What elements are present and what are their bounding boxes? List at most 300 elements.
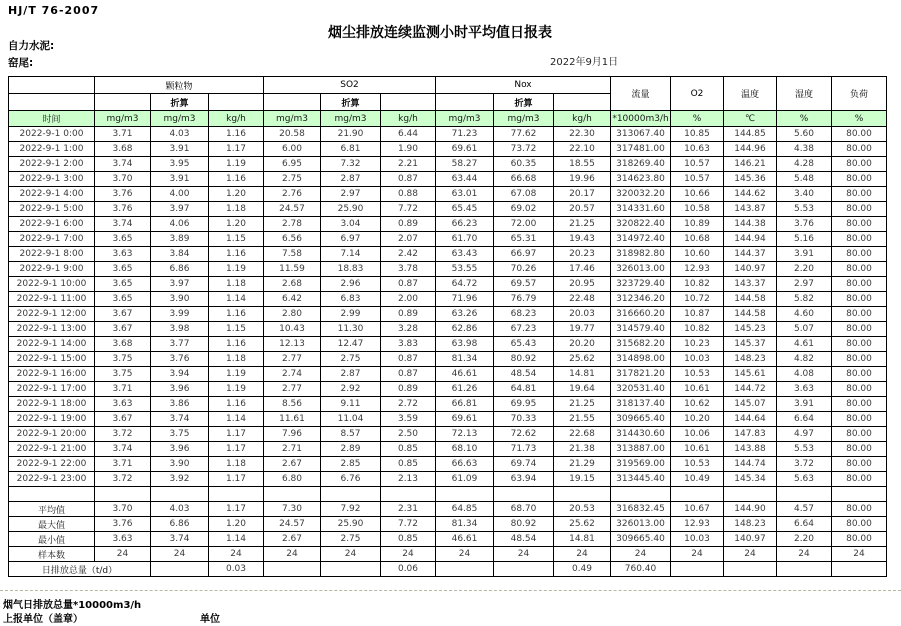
value-cell: 61.26	[436, 382, 494, 397]
time-cell: 2022-9-1 15:00	[9, 352, 95, 367]
value-cell: 21.25	[554, 217, 611, 232]
value-cell: 8.57	[321, 427, 381, 442]
value-cell: 143.87	[724, 202, 777, 217]
value-cell: 3.89	[151, 232, 209, 247]
value-cell: 71.23	[436, 127, 494, 142]
value-cell: 1.14	[209, 412, 264, 427]
time-cell: 2022-9-1 9:00	[9, 262, 95, 277]
value-cell: 11.59	[264, 262, 321, 277]
value-cell: 80.00	[832, 142, 887, 157]
blank-cell	[436, 487, 494, 502]
value-cell: 80.00	[832, 397, 887, 412]
value-cell: 80.00	[832, 322, 887, 337]
value-cell: 72.00	[494, 217, 554, 232]
value-cell: 80.00	[832, 247, 887, 262]
blank-cell	[554, 487, 611, 502]
value-cell: 3.96	[151, 442, 209, 457]
unit-header: mg/m3	[321, 111, 381, 127]
value-cell: 7.72	[381, 202, 436, 217]
value-cell: 3.74	[151, 412, 209, 427]
value-cell: 3.63	[95, 397, 151, 412]
table-row	[9, 277, 887, 292]
value-cell: 63.98	[436, 337, 494, 352]
value-cell: 12.93	[671, 262, 724, 277]
value-cell: 80.00	[832, 292, 887, 307]
value-cell: 3.96	[151, 382, 209, 397]
value-cell: 320032.20	[611, 187, 671, 202]
daily-total-cell	[671, 562, 724, 577]
value-cell: 2.99	[321, 307, 381, 322]
value-cell: 22.30	[554, 127, 611, 142]
value-cell: 66.81	[436, 397, 494, 412]
table-row	[9, 157, 887, 172]
value-cell: 3.59	[381, 412, 436, 427]
value-cell: 3.75	[151, 427, 209, 442]
value-cell: 2.42	[381, 247, 436, 262]
value-cell: 145.34	[724, 472, 777, 487]
value-cell: 3.99	[151, 307, 209, 322]
summary-value-cell: 24	[209, 547, 264, 562]
summary-value-cell: 24	[611, 547, 671, 562]
daily-total-cell: 760.40	[611, 562, 671, 577]
summary-value-cell: 20.53	[554, 502, 611, 517]
value-cell: 3.68	[95, 337, 151, 352]
time-cell: 2022-9-1 3:00	[9, 172, 95, 187]
summary-value-cell: 24	[95, 547, 151, 562]
summary-value-cell: 3.74	[151, 532, 209, 547]
value-cell: 0.89	[381, 217, 436, 232]
value-cell: 22.48	[554, 292, 611, 307]
value-cell: 64.72	[436, 277, 494, 292]
summary-value-cell: 24	[671, 547, 724, 562]
daily-total-cell	[494, 562, 554, 577]
daily-total-cell: 0.06	[381, 562, 436, 577]
value-cell: 10.53	[671, 457, 724, 472]
table-row	[9, 397, 887, 412]
value-cell: 10.60	[671, 247, 724, 262]
value-cell: 4.28	[777, 157, 832, 172]
table-row	[9, 367, 887, 382]
daily-total-cell	[151, 562, 209, 577]
value-cell: 80.00	[832, 427, 887, 442]
time-cell: 2022-9-1 6:00	[9, 217, 95, 232]
value-cell: 143.88	[724, 442, 777, 457]
summary-value-cell: 1.20	[209, 517, 264, 532]
summary-value-cell: 46.61	[436, 532, 494, 547]
value-cell: 63.26	[436, 307, 494, 322]
value-cell: 18.55	[554, 157, 611, 172]
value-cell: 80.00	[832, 217, 887, 232]
value-cell: 20.58	[264, 127, 321, 142]
summary-value-cell: 7.92	[321, 502, 381, 517]
summary-value-cell: 80.00	[832, 517, 887, 532]
value-cell: 4.08	[777, 367, 832, 382]
value-cell: 10.57	[671, 172, 724, 187]
value-cell: 10.23	[671, 337, 724, 352]
value-cell: 313067.40	[611, 127, 671, 142]
value-cell: 320531.40	[611, 382, 671, 397]
value-cell: 3.68	[95, 142, 151, 157]
value-cell: 9.11	[321, 397, 381, 412]
value-cell: 4.03	[151, 127, 209, 142]
summary-value-cell: 25.62	[554, 517, 611, 532]
summary-value-cell: 68.70	[494, 502, 554, 517]
value-cell: 66.97	[494, 247, 554, 262]
value-cell: 19.15	[554, 472, 611, 487]
time-cell: 2022-9-1 16:00	[9, 367, 95, 382]
time-cell: 2022-9-1 21:00	[9, 442, 95, 457]
value-cell: 80.00	[832, 352, 887, 367]
summary-value-cell: 1.14	[209, 532, 264, 547]
row-label: 样本数	[9, 547, 95, 562]
time-cell: 2022-9-1 2:00	[9, 157, 95, 172]
value-cell: 1.16	[209, 127, 264, 142]
value-cell: 2.80	[264, 307, 321, 322]
value-cell: 144.74	[724, 457, 777, 472]
value-cell: 68.10	[436, 442, 494, 457]
value-cell: 314623.80	[611, 172, 671, 187]
value-cell: 2.87	[321, 367, 381, 382]
value-cell: 148.23	[724, 352, 777, 367]
daily-total-label: 日排放总量（t/d）	[9, 562, 151, 577]
value-cell: 69.95	[494, 397, 554, 412]
table-row	[9, 502, 887, 517]
value-cell: 65.43	[494, 337, 554, 352]
value-cell: 2.13	[381, 472, 436, 487]
group-header-pm: 颗粒物	[95, 77, 264, 94]
value-cell: 65.31	[494, 232, 554, 247]
blank-cell	[554, 94, 611, 111]
value-cell: 144.94	[724, 232, 777, 247]
daily-total-cell	[436, 562, 494, 577]
value-cell: 80.00	[832, 202, 887, 217]
value-cell: 3.98	[151, 322, 209, 337]
value-cell: 5.60	[777, 127, 832, 142]
time-cell: 2022-9-1 11:00	[9, 292, 95, 307]
value-cell: 309665.40	[611, 412, 671, 427]
time-cell: 2022-9-1 22:00	[9, 457, 95, 472]
group-header-flow: 流量	[611, 77, 671, 111]
time-cell: 2022-9-1 5:00	[9, 202, 95, 217]
blank-cell	[9, 94, 95, 111]
value-cell: 1.19	[209, 157, 264, 172]
value-cell: 80.00	[832, 472, 887, 487]
value-cell: 20.17	[554, 187, 611, 202]
summary-value-cell: 7.72	[381, 517, 436, 532]
value-cell: 317481.00	[611, 142, 671, 157]
value-cell: 144.85	[724, 127, 777, 142]
summary-value-cell: 12.93	[671, 517, 724, 532]
value-cell: 69.02	[494, 202, 554, 217]
row-label: 平均值	[9, 502, 95, 517]
report-date: 2022年9月1日	[550, 57, 619, 68]
summary-value-cell: 140.97	[724, 532, 777, 547]
value-cell: 314579.40	[611, 322, 671, 337]
value-cell: 66.23	[436, 217, 494, 232]
value-cell: 145.36	[724, 172, 777, 187]
value-cell: 326013.00	[611, 262, 671, 277]
blank-cell	[9, 487, 95, 502]
summary-value-cell: 10.67	[671, 502, 724, 517]
value-cell: 3.67	[95, 322, 151, 337]
converted-label-nox: 折算	[494, 94, 554, 111]
value-cell: 3.67	[95, 307, 151, 322]
value-cell: 323729.40	[611, 277, 671, 292]
value-cell: 314430.60	[611, 427, 671, 442]
value-cell: 10.82	[671, 322, 724, 337]
value-cell: 11.04	[321, 412, 381, 427]
value-cell: 80.00	[832, 457, 887, 472]
value-cell: 4.06	[151, 217, 209, 232]
unit-header: mg/m3	[436, 111, 494, 127]
value-cell: 3.83	[381, 337, 436, 352]
value-cell: 8.56	[264, 397, 321, 412]
value-cell: 1.19	[209, 262, 264, 277]
value-cell: 61.09	[436, 472, 494, 487]
summary-value-cell: 24	[554, 547, 611, 562]
value-cell: 80.00	[832, 382, 887, 397]
value-cell: 62.86	[436, 322, 494, 337]
blank-cell	[671, 487, 724, 502]
reporting-unit-label: 上报单位（盖章）	[3, 614, 83, 625]
value-cell: 147.83	[724, 427, 777, 442]
value-cell: 80.92	[494, 352, 554, 367]
summary-value-cell: 24	[494, 547, 554, 562]
value-cell: 1.20	[209, 217, 264, 232]
value-cell: 2.74	[264, 367, 321, 382]
blank-cell	[494, 487, 554, 502]
unit-header: mg/m3	[151, 111, 209, 127]
value-cell: 64.81	[494, 382, 554, 397]
summary-value-cell: 24.57	[264, 517, 321, 532]
table-row	[9, 232, 887, 247]
table-row	[9, 217, 887, 232]
value-cell: 0.87	[381, 352, 436, 367]
value-cell: 66.68	[494, 172, 554, 187]
value-cell: 20.03	[554, 307, 611, 322]
table-row	[9, 487, 887, 502]
value-cell: 3.65	[95, 292, 151, 307]
value-cell: 20.95	[554, 277, 611, 292]
summary-value-cell: 3.63	[95, 532, 151, 547]
corner-cell	[9, 77, 95, 94]
value-cell: 3.92	[151, 472, 209, 487]
value-cell: 1.17	[209, 442, 264, 457]
summary-value-cell: 148.23	[724, 517, 777, 532]
value-cell: 58.27	[436, 157, 494, 172]
blank-cell	[724, 487, 777, 502]
table-row	[9, 352, 887, 367]
time-cell: 2022-9-1 10:00	[9, 277, 95, 292]
value-cell: 2.92	[321, 382, 381, 397]
time-cell: 2022-9-1 12:00	[9, 307, 95, 322]
value-cell: 1.16	[209, 337, 264, 352]
value-cell: 3.95	[151, 157, 209, 172]
value-cell: 80.00	[832, 337, 887, 352]
value-cell: 4.61	[777, 337, 832, 352]
value-cell: 10.72	[671, 292, 724, 307]
value-cell: 3.71	[95, 127, 151, 142]
standard-code: HJ/T 76-2007	[8, 4, 100, 17]
table-row	[9, 427, 887, 442]
value-cell: 2.77	[264, 382, 321, 397]
value-cell: 1.18	[209, 277, 264, 292]
value-cell: 10.62	[671, 397, 724, 412]
value-cell: 3.76	[151, 352, 209, 367]
value-cell: 143.37	[724, 277, 777, 292]
value-cell: 316660.20	[611, 307, 671, 322]
value-cell: 5.48	[777, 172, 832, 187]
value-cell: 69.57	[494, 277, 554, 292]
unit-header: mg/m3	[95, 111, 151, 127]
value-cell: 67.08	[494, 187, 554, 202]
unit-header: kg/h	[554, 111, 611, 127]
value-cell: 63.43	[436, 247, 494, 262]
value-cell: 4.97	[777, 427, 832, 442]
blank-cell	[436, 94, 494, 111]
value-cell: 3.72	[95, 472, 151, 487]
value-cell: 20.57	[554, 202, 611, 217]
summary-value-cell: 3.70	[95, 502, 151, 517]
value-cell: 61.70	[436, 232, 494, 247]
value-cell: 71.73	[494, 442, 554, 457]
summary-value-cell: 24	[264, 547, 321, 562]
value-cell: 69.61	[436, 412, 494, 427]
table-row	[9, 142, 887, 157]
value-cell: 3.65	[95, 277, 151, 292]
table-row	[9, 532, 887, 547]
value-cell: 3.74	[95, 217, 151, 232]
value-cell: 1.16	[209, 172, 264, 187]
value-cell: 46.61	[436, 367, 494, 382]
group-header-o2: O2	[671, 77, 724, 111]
value-cell: 3.28	[381, 322, 436, 337]
summary-value-cell: 80.00	[832, 532, 887, 547]
unit-header: ℃	[724, 111, 777, 127]
value-cell: 2.00	[381, 292, 436, 307]
summary-value-cell: 3.76	[95, 517, 151, 532]
time-cell: 2022-9-1 0:00	[9, 127, 95, 142]
value-cell: 3.94	[151, 367, 209, 382]
daily-total-cell	[777, 562, 832, 577]
table-row	[9, 562, 887, 577]
value-cell: 80.00	[832, 187, 887, 202]
blank-cell	[209, 487, 264, 502]
value-cell: 0.89	[381, 382, 436, 397]
value-cell: 12.47	[321, 337, 381, 352]
group-header-temp: 温度	[724, 77, 777, 111]
value-cell: 3.84	[151, 247, 209, 262]
value-cell: 320822.40	[611, 217, 671, 232]
table-row	[9, 202, 887, 217]
summary-value-cell: 6.64	[777, 517, 832, 532]
value-cell: 2.20	[777, 262, 832, 277]
summary-value-cell: 64.85	[436, 502, 494, 517]
value-cell: 0.85	[381, 442, 436, 457]
value-cell: 10.57	[671, 157, 724, 172]
value-cell: 2.71	[264, 442, 321, 457]
summary-value-cell: 6.86	[151, 517, 209, 532]
value-cell: 2.87	[321, 172, 381, 187]
value-cell: 80.00	[832, 367, 887, 382]
table-row	[9, 187, 887, 202]
time-cell: 2022-9-1 23:00	[9, 472, 95, 487]
value-cell: 60.35	[494, 157, 554, 172]
daily-total-cell	[724, 562, 777, 577]
summary-value-cell: 24	[724, 547, 777, 562]
value-cell: 6.81	[321, 142, 381, 157]
value-cell: 65.45	[436, 202, 494, 217]
value-cell: 3.86	[151, 397, 209, 412]
value-cell: 2.97	[777, 277, 832, 292]
value-cell: 314898.00	[611, 352, 671, 367]
value-cell: 80.00	[832, 307, 887, 322]
unit-header: *10000m3/h	[611, 111, 671, 127]
value-cell: 6.76	[321, 472, 381, 487]
value-cell: 6.80	[264, 472, 321, 487]
value-cell: 10.20	[671, 412, 724, 427]
unit-header: %	[671, 111, 724, 127]
value-cell: 10.63	[671, 142, 724, 157]
value-cell: 2.07	[381, 232, 436, 247]
value-cell: 2.67	[264, 457, 321, 472]
table-row	[9, 322, 887, 337]
time-cell: 2022-9-1 20:00	[9, 427, 95, 442]
summary-value-cell: 2.31	[381, 502, 436, 517]
value-cell: 21.38	[554, 442, 611, 457]
value-cell: 76.79	[494, 292, 554, 307]
header-row-groups	[9, 77, 887, 94]
value-cell: 144.62	[724, 187, 777, 202]
value-cell: 6.95	[264, 157, 321, 172]
blank-cell	[209, 94, 264, 111]
time-cell: 2022-9-1 19:00	[9, 412, 95, 427]
value-cell: 317821.20	[611, 367, 671, 382]
value-cell: 53.55	[436, 262, 494, 277]
value-cell: 144.58	[724, 292, 777, 307]
value-cell: 2.21	[381, 157, 436, 172]
value-cell: 0.88	[381, 187, 436, 202]
report-table	[8, 76, 887, 577]
blank-cell	[381, 94, 436, 111]
value-cell: 3.76	[95, 202, 151, 217]
table-row	[9, 247, 887, 262]
value-cell: 6.86	[151, 262, 209, 277]
value-cell: 315682.20	[611, 337, 671, 352]
value-cell: 3.04	[321, 217, 381, 232]
value-cell: 11.30	[321, 322, 381, 337]
blank-cell	[611, 487, 671, 502]
summary-value-cell: 1.17	[209, 502, 264, 517]
time-cell: 2022-9-1 17:00	[9, 382, 95, 397]
table-row	[9, 292, 887, 307]
value-cell: 22.68	[554, 427, 611, 442]
value-cell: 80.00	[832, 172, 887, 187]
unit-header: %	[777, 111, 832, 127]
station-label: 窑尾:	[8, 57, 34, 69]
value-cell: 7.58	[264, 247, 321, 262]
value-cell: 3.67	[95, 412, 151, 427]
value-cell: 10.49	[671, 472, 724, 487]
time-cell: 2022-9-1 7:00	[9, 232, 95, 247]
converted-label-pm: 折算	[151, 94, 209, 111]
value-cell: 10.82	[671, 277, 724, 292]
row-label: 最大值	[9, 517, 95, 532]
table-row	[9, 382, 887, 397]
value-cell: 145.07	[724, 397, 777, 412]
value-cell: 145.61	[724, 367, 777, 382]
table-row	[9, 172, 887, 187]
